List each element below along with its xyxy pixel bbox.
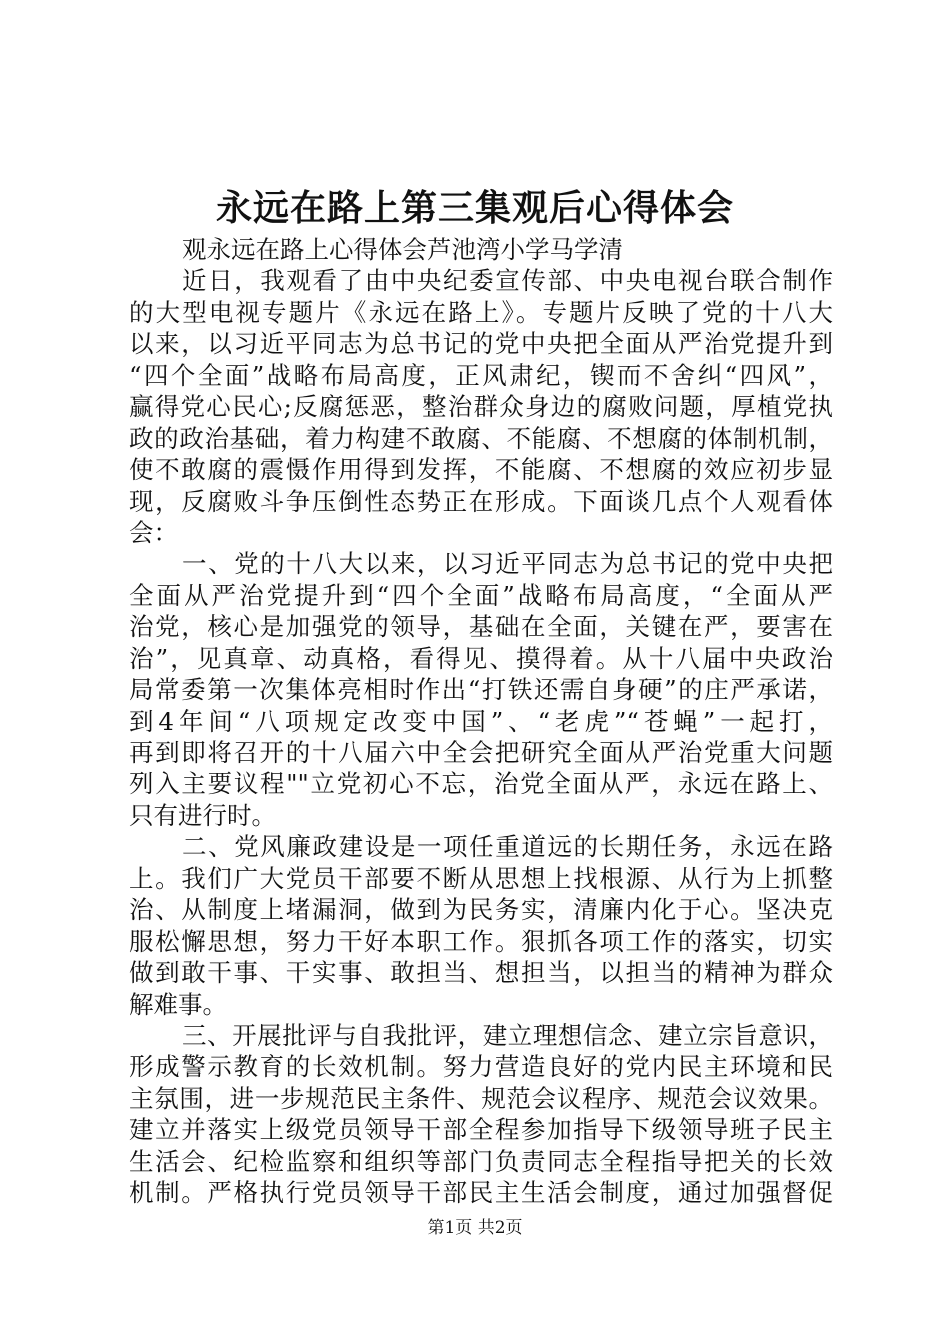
body-line: 现，反腐败斗争压倒性态势正在形成。下面谈几点个人观看体: [129, 486, 833, 516]
body-line: “四个全面”战略布局高度，正风肃纪，锲而不舍纠“四风”，: [129, 360, 833, 390]
body-line: 一、党的十八大以来，以习近平同志为总书记的党中央把: [182, 549, 833, 579]
document-title: 永远在路上第三集观后心得体会: [215, 187, 734, 229]
body-line: 建立并落实上级党员领导干部全程参加指导下级领导班子民主: [129, 1115, 833, 1145]
body-line: 上。我们广大党员干部要不断从思想上找根源、从行为上抓整: [129, 863, 833, 893]
body-line: 解难事。: [129, 989, 227, 1019]
page-footer: 第1页 共2页: [427, 1218, 523, 1238]
body-line: 政的政治基础，着力构建不敢腐、不能腐、不想腐的体制机制，: [129, 423, 833, 453]
body-line: 列入主要议程""立党初心不忘，治党全面从严，永远在路上、: [129, 769, 833, 799]
body-line: 的大型电视专题片《永远在路上》。专题片反映了党的十八大: [129, 297, 833, 327]
document-body: [129, 234, 833, 1209]
body-line: 服松懈思想，努力干好本职工作。狠抓各项工作的落实，切实: [129, 926, 833, 956]
body-line: 全面从严治党提升到“四个全面”战略布局高度，“全面从严: [129, 580, 833, 610]
body-line: 局常委第一次集体亮相时作出“打铁还需自身硬”的庄严承诺，: [129, 675, 833, 705]
body-line: 治”，见真章、动真格，看得见、摸得着。从十八届中央政治: [129, 643, 833, 673]
body-line: 治、从制度上堵漏洞，做到为民务实，清廉内化于心。坚决克: [129, 895, 833, 925]
body-line: 赢得党心民心;反腐惩恶，整治群众身边的腐败问题，厚植党执: [129, 392, 833, 422]
body-line: 治党，核心是加强党的领导，基础在全面，关键在严，要害在: [129, 612, 833, 642]
body-line: 会：: [129, 517, 178, 547]
body-line: 生活会、纪检监察和组织等部门负责同志全程指导把关的长效: [129, 1146, 833, 1176]
body-line: 机制。严格执行党员领导干部民主生活会制度，通过加强督促: [129, 1178, 833, 1208]
body-line: 做到敢干事、干实事、敢担当、想担当，以担当的精神为群众: [129, 958, 833, 988]
body-line: 观永远在路上心得体会芦池湾小学马学清: [182, 235, 623, 264]
body-line: 只有进行时。: [129, 800, 276, 830]
body-line: 近日，我观看了由中央纪委宣传部、中央电视台联合制作: [182, 266, 833, 296]
body-line: 到4年间“八项规定改变中国”、“老虎”“苍蝇”一起打，: [129, 706, 833, 736]
body-line: 使不敢腐的震慑作用得到发挥，不能腐、不想腐的效应初步显: [129, 455, 833, 485]
body-line: 形成警示教育的长效机制。努力营造良好的党内民主环境和民: [129, 1052, 833, 1082]
body-line: 再到即将召开的十八届六中全会把研究全面从严治党重大问题: [129, 738, 833, 767]
body-line: 主氛围，进一步规范民主条件、规范会议程序、规范会议效果。: [129, 1083, 833, 1113]
body-line: 三、开展批评与自我批评，建立理想信念、建立宗旨意识，: [182, 1020, 833, 1050]
body-line: 二、党风廉政建设是一项任重道远的长期任务，永远在路: [182, 832, 833, 862]
body-line: 以来，以习近平同志为总书记的党中央把全面从严治党提升到: [129, 329, 833, 359]
